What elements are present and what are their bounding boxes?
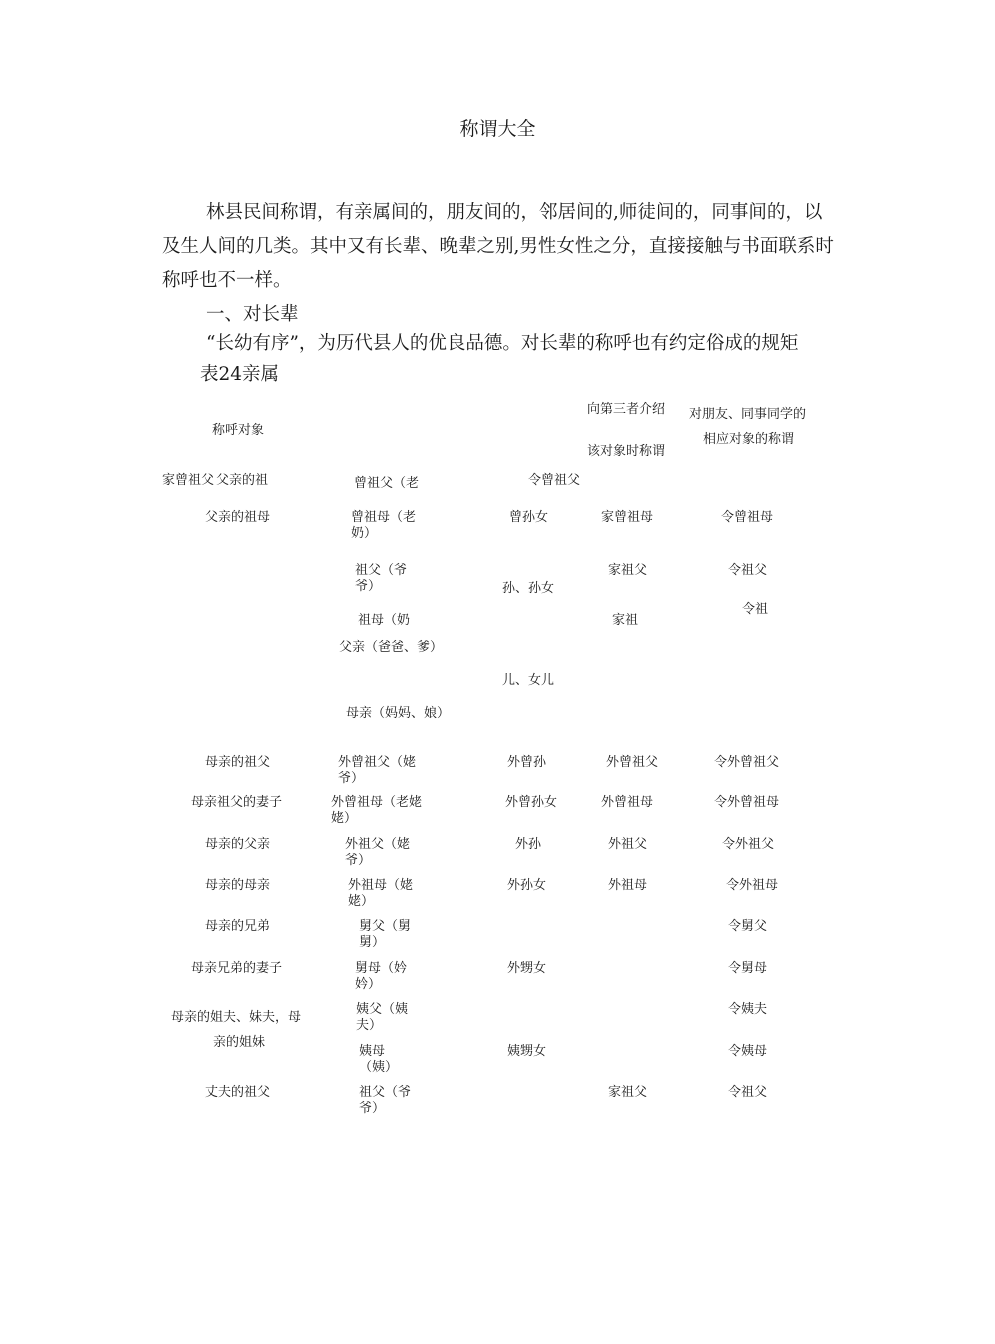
cell-friend: 令外曾祖母 [714,795,780,810]
cell-friend: 令祖 [742,602,769,617]
cell-object-line-1: 母亲的姐夫、妹夫，母 [171,1010,302,1025]
cell-friend: 令姨夫 [728,1002,768,1017]
cell-address: 舅母（妗 妗） [355,961,408,992]
cell-object: 父亲的祖母 [205,510,271,525]
partial-row-cell: 家曾祖父 [162,473,215,488]
header-intro-third-2: 该对象时称谓 [587,444,666,459]
cell-self: 外孙女 [507,878,547,893]
cell-intro: 外祖父 [608,837,648,852]
cell-address: 曾祖母（老 奶） [351,510,417,541]
cell-address: 姨母 （姨） [359,1044,399,1075]
cell-object: 母亲的兄弟 [205,919,271,934]
cell-address: 祖母（奶 [358,613,411,628]
cell-address: 外祖母（姥 姥） [348,878,414,909]
cell-address: 外曾祖父（姥 爷） [338,755,417,786]
cell-friend: 令曾祖母 [721,510,774,525]
cell-object-line-2: 亲的姐妹 [213,1035,266,1050]
cell-friend: 令外曾祖父 [714,755,780,770]
cell-friend: 令姨母 [728,1044,768,1059]
cell-friend: 令祖父 [728,563,768,578]
cell-address: 母亲（妈妈、娘） [346,706,451,721]
partial-row-cell: 父亲的祖 [216,473,269,488]
cell-friend: 令外祖父 [722,837,775,852]
cell-address: 祖父（爷 爷） [359,1085,412,1116]
cell-intro: 外祖母 [608,878,648,893]
cell-object: 母亲的父亲 [205,837,271,852]
cell-address: 外曾祖母（老姥 姥） [331,795,423,826]
cell-self: 外曾孙 [507,755,547,770]
cell-intro: 外曾祖父 [606,755,659,770]
cell-self: 外甥女 [507,961,547,976]
cell-object: 母亲兄弟的妻子 [191,961,283,976]
cell-self: 儿、女儿 [502,673,555,688]
cell-intro: 家祖父 [608,1085,648,1100]
cell-intro: 家曾祖母 [601,510,654,525]
cell-object: 母亲祖父的妻子 [191,795,283,810]
cell-friend: 令舅母 [728,961,768,976]
cell-self: 曾孙女 [509,510,549,525]
cell-address: 外祖父（姥 爷） [345,837,411,868]
header-friends-1: 对朋友、同事同学的 [689,407,807,422]
cell-address: 舅父（舅 舅） [359,919,412,950]
cell-intro: 家祖 [612,613,639,628]
partial-row-cell: 令曾祖父 [528,473,581,488]
cell-friend: 令外祖母 [726,878,779,893]
cell-address: 父亲（爸爸、爹） [339,640,444,655]
section-text: “长幼有序”，为历代县人的优良品德。对长辈的称呼也有约定俗成的规矩 [206,333,799,354]
cell-object: 母亲的母亲 [205,878,271,893]
cell-self: 外孙 [515,837,542,852]
cell-object: 母亲的祖父 [205,755,271,770]
partial-row-cell: 曾祖父（老 [354,476,420,491]
header-object: 称呼对象 [212,423,265,438]
section-heading: 一、对长辈 [206,304,299,325]
table-caption: 表24亲属 [200,364,280,385]
cell-address: 姨父（姨 夫） [356,1002,409,1033]
cell-intro: 家祖父 [608,563,648,578]
cell-intro: 外曾祖母 [601,795,654,810]
cell-self: 外曾孙女 [505,795,558,810]
header-friends-2: 相应对象的称谓 [703,432,795,447]
header-intro-third-1: 向第三者介绍 [587,402,666,417]
cell-self: 姨甥女 [507,1044,547,1059]
cell-friend: 令舅父 [728,919,768,934]
page-title: 称谓大全 [459,118,536,140]
cell-object: 丈夫的祖父 [205,1085,271,1100]
cell-address: 祖父（爷 爷） [355,563,408,594]
intro-paragraph: 林县民间称谓，有亲属间的，朋友间的，邻居间的,师徒间的，同事间的，以及生人间的几类。其中又有长辈、晚辈之别,男性女性之分，直接接触与书面联系时称呼也不一样。 [162,202,834,291]
cell-friend: 令祖父 [728,1085,768,1100]
cell-self: 孙、孙女 [502,581,555,596]
